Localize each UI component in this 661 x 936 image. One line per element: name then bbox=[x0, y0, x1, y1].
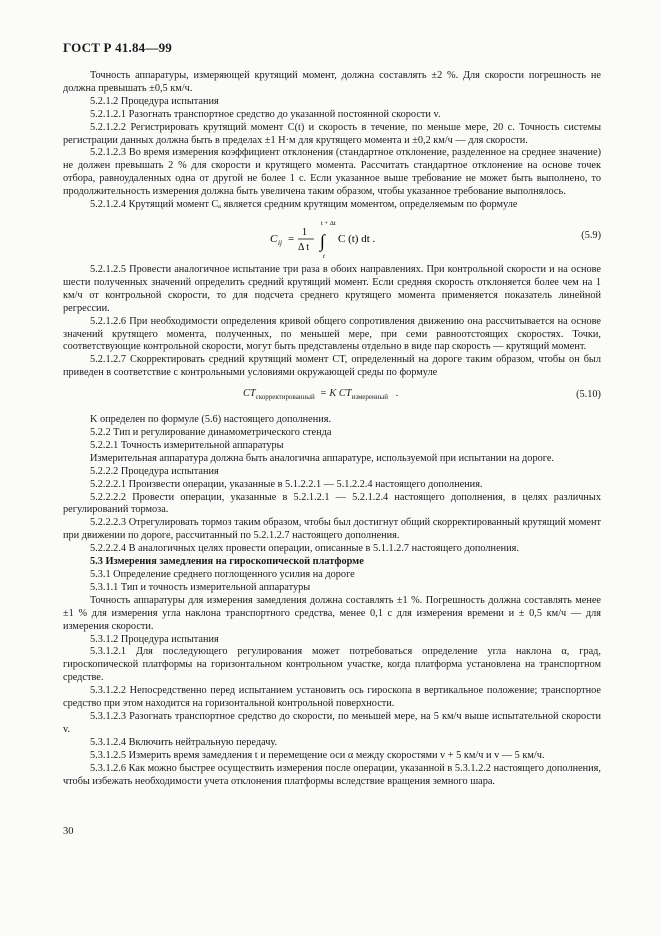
integral-upper: t + Δt bbox=[321, 219, 336, 227]
paragraph: 5.3.1.1 Тип и точность измерительной аппаратуры bbox=[90, 581, 311, 593]
paragraph: 5.2.2.2 Процедура испытания bbox=[90, 465, 219, 477]
paragraph-group bbox=[63, 414, 601, 788]
paragraph: 5.2.1.2.7 Скорректировать средний крутящий момент CT, определенный на дороге таким образом, чтобы он был приведен в соответствие с контрольными условиями окружающей среды по формуле bbox=[63, 354, 601, 379]
paragraph: 5.2.2.2.2 Провести операции, указанные в 5.2.1.2.1 — 5.2.1.2.4 настоящего дополнения, в целях различных регулирований тормоза. bbox=[63, 491, 601, 516]
formula-5-10 bbox=[63, 384, 601, 410]
paragraph: 5.2.1.2 Процедура испытания bbox=[90, 95, 219, 107]
paragraph: 5.3.1.2.4 Включить нейтральную передачу. bbox=[90, 736, 278, 748]
paragraph: 5.3.1.2.6 Как можно быстрее осуществить измерения после операции, указанной в 5.3.1.2.2 настоящего дополнения, чтобы избежать необходимости учета отклонения платформы вследствие вращения земного шара. bbox=[63, 762, 601, 787]
integral-sign: ∫ bbox=[320, 230, 325, 251]
paragraph: 5.3.1 Определение среднего поглощенного усилия на дороге bbox=[90, 569, 355, 580]
paragraph: 5.2.1.2.2 Регистрировать крутящий момент C(t) и скорость в течение, по меньше мере, 20 с. Точность системы регистрации данных должна быть в пределах ±1 Н·м для крутящего момента и ±0,2 км/ч — для скорости. bbox=[63, 121, 601, 146]
paragraph: 5.3.1.2 Процедура испытания bbox=[90, 633, 219, 645]
paragraph: 5.3.1.2.1 Для последующего регулирования может потребоваться определение угла наклона α, град, гироскопической платформы на горизонтальном контрольном участке, когда платформа установлена на транспортном средстве. bbox=[63, 646, 601, 684]
formula-denominator: Δ t bbox=[298, 241, 310, 253]
paragraph: 5.2.1.2.4 Крутящий момент Cₐ является средним крутящим моментом, определяемым по формуле bbox=[90, 199, 518, 211]
formula-5-9-graphic bbox=[268, 216, 468, 260]
paragraph: 5.2.2.1 Точность измерительной аппаратуры bbox=[90, 439, 284, 451]
paragraph: Точность аппаратуры для измерения замедления должна составлять ±1 %. Погрешность должна составлять менее ±1 % для измерения угла наклона транспортного средства, менее 0,1 с для измерения времени и ± 0,5 км/ч — для измерения скорости. bbox=[63, 594, 601, 632]
formula-number: (5.9) bbox=[581, 229, 601, 241]
paragraph: 5.3.1.2.5 Измерить время замедления t и перемещение оси α между скоростями v + 5 км/ч и v — 5 км/ч. bbox=[90, 749, 545, 761]
formula-5-10-expression bbox=[243, 388, 398, 404]
paragraph: 5.2.1.2.6 При необходимости определения кривой общего сопротивления движению она рассчитывается на основе значений крутящего момента, полученных, по меньшей мере, при семи равноотстоящих скоростях. Точки, соответствующие контрольной скорости, могут быть представлены отдельно в виде пар скорость — крутящий момент. bbox=[63, 315, 601, 353]
paragraph: 5.2.1.2.5 Провести аналогичное испытание три раза в обоих направлениях. При контрольной скорости и на основе шести полученных значений определить средний крутящий момент. Если средняя скорость отклоняется более чем на 1 км/ч от контрольной скорости, то для подсчета среднего крутящего момента применяется показатель линейной регрессии. bbox=[63, 263, 601, 314]
paragraph: 5.2.2.2.1 Произвести операции, указанные в 5.1.2.2.1 — 5.1.2.2.4 настоящего дополнения. bbox=[90, 478, 483, 490]
formula-lhs-sub: ij bbox=[278, 238, 282, 247]
page-header: ГОСТ Р 41.84—99 bbox=[63, 40, 172, 55]
paragraph: K определен по формуле (5.6) настоящего дополнения. bbox=[90, 414, 332, 426]
formula-lhs: CT bbox=[243, 388, 256, 400]
formula-lhs-sub: скорректированный bbox=[255, 393, 315, 402]
paragraph: Измерительная аппаратура должна быть аналогична аппаратуре, используемой при испытании на дороге. bbox=[90, 452, 554, 464]
page-number: 30 bbox=[63, 826, 74, 837]
formula-number: (5.10) bbox=[576, 389, 601, 401]
integrand: C (t) dt . bbox=[338, 232, 376, 245]
formula-rhs: = K CT bbox=[319, 388, 352, 400]
paragraph: 5.2.2.2.3 Отрегулировать тормоз таким образом, чтобы был достигнут общий скорректированный крутящий момент при движении по дороге, рассчитанный по 5.2.1.2.7 настоящего дополнения. bbox=[63, 517, 601, 542]
paragraph: 5.2.2 Тип и регулирование динамометрического стенда bbox=[90, 427, 332, 439]
formula-lhs: C bbox=[270, 232, 278, 245]
formula-numerator: 1 bbox=[302, 226, 307, 238]
formula-rhs-sub: измеренный bbox=[351, 393, 388, 402]
body-text bbox=[63, 70, 601, 788]
formula-5-9 bbox=[63, 216, 601, 260]
section-heading: 5.3 Измерения замедления на гироскопической платформе bbox=[90, 556, 364, 568]
paragraph: 5.2.2.2.4 В аналогичных целях провести операции, описанные в 5.1.1.2.7 настоящего дополнения. bbox=[90, 543, 519, 555]
integral-lower: t bbox=[323, 252, 325, 260]
paragraph: 5.2.1.2.1 Разогнать транспортное средство до указанной постоянной скорости v. bbox=[90, 108, 441, 120]
formula-eq: = bbox=[288, 232, 295, 245]
formula-dot: . bbox=[395, 388, 399, 400]
paragraph: 5.3.1.2.2 Непосредственно перед испытанием установить ось гироскопа в вертикальное положение; транспортное средство при этом находится на горизонтальной контрольной поверхности. bbox=[63, 685, 601, 710]
paragraph: 5.3.1.2.3 Разогнать транспортное средство до скорости, по меньшей мере, на 5 км/ч выше испытательной скорости v. bbox=[63, 710, 601, 735]
paragraph: 5.2.1.2.3 Во время измерения коэффициент отклонения (стандартное отклонение, разделенное на среднее значение) не должен превышать 2 % для скорости и крутящего момента. Рассчитать стандартное отклонение на основе точек отбора, равноудаленных одна от другой не более 1 с. Если указанное выше требование не может быть выполнено, то продолжительность измерения должна быть увеличена таким образом, чтобы указанное требование выполнялось. bbox=[63, 147, 601, 198]
paragraph: Точность аппаратуры, измеряющей крутящий момент, должна составлять ±2 %. Для скорости погрешность не должна превышать ±0,5 км/ч. bbox=[63, 70, 601, 94]
